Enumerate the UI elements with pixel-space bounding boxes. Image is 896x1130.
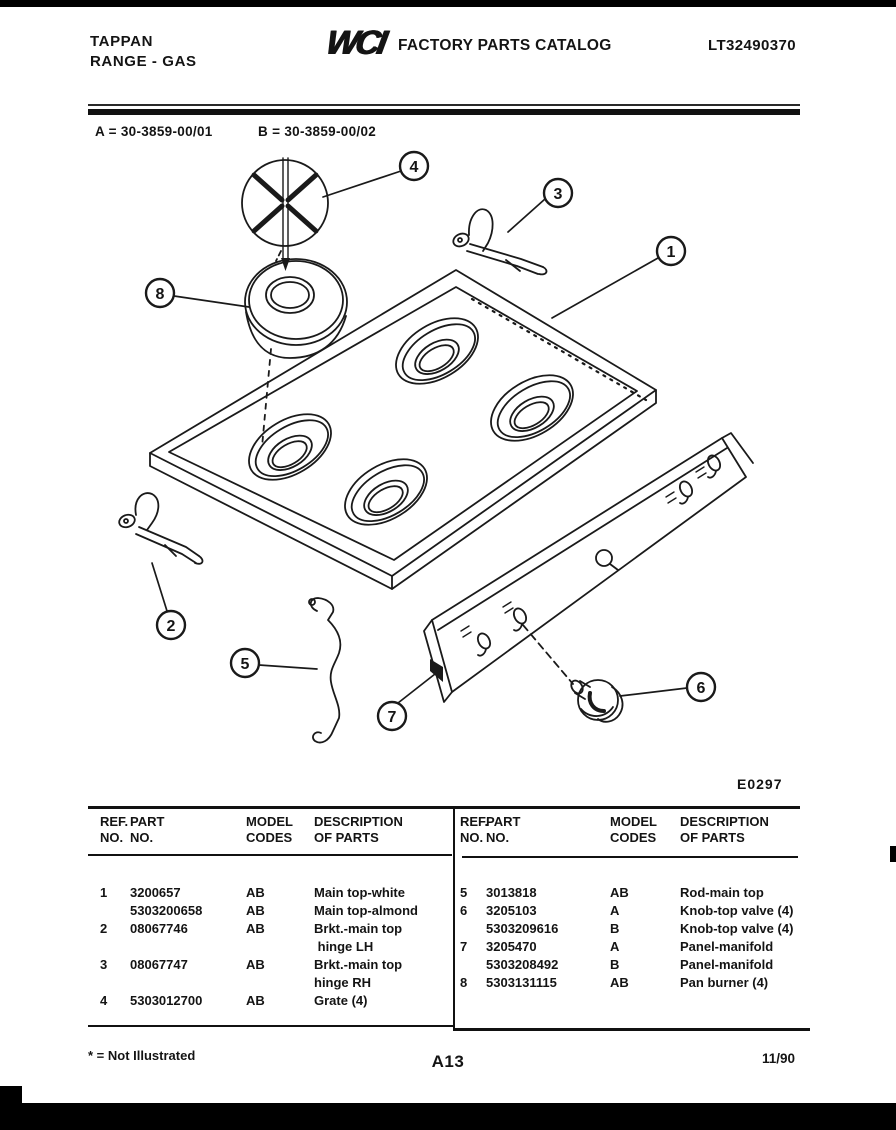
cell-part xyxy=(130,974,246,992)
callout-4 xyxy=(400,152,428,180)
rod-part xyxy=(309,598,340,743)
burner-pan-part xyxy=(245,259,347,358)
table-row xyxy=(100,920,452,938)
table-body-right xyxy=(460,884,810,992)
cell-ref: 3 xyxy=(100,957,108,972)
cell-desc: Knob-top valve (4) xyxy=(680,921,794,936)
cell-desc: Main top-almond xyxy=(314,903,418,918)
cell-ref xyxy=(460,956,486,974)
parts-table-left xyxy=(100,814,452,1010)
callout-5 xyxy=(231,649,259,677)
burner-opening xyxy=(480,362,585,455)
table-row xyxy=(460,920,810,938)
product-line: RANGE - GAS xyxy=(90,53,197,70)
callout-2 xyxy=(157,611,185,639)
cell-desc: hinge LH xyxy=(314,939,374,954)
cell-model: AB xyxy=(246,993,265,1008)
callout-3 xyxy=(544,179,572,207)
cell-model: AB xyxy=(610,885,629,900)
scan-artifact-bottom-bar xyxy=(0,1103,896,1130)
cell-desc: Grate (4) xyxy=(314,993,368,1008)
cell-model xyxy=(246,974,314,992)
cell-part: 5303200658 xyxy=(130,903,203,918)
table-rule-bottom-right xyxy=(454,1028,810,1031)
cell-model: A xyxy=(610,903,620,918)
cell-ref xyxy=(100,938,130,956)
table-row xyxy=(460,956,810,974)
scan-artifact-blob xyxy=(0,1086,22,1104)
cell-ref xyxy=(100,902,130,920)
table-row xyxy=(100,974,452,992)
parts-table-right xyxy=(460,814,810,992)
cell-part: 5303209616 xyxy=(486,921,559,936)
cell-model: AB xyxy=(246,957,265,972)
cell-part: 5303208492 xyxy=(486,957,559,972)
table-row xyxy=(460,938,810,956)
not-illustrated-note: * = Not Illustrated xyxy=(88,1048,196,1063)
table-row xyxy=(100,956,452,974)
callouts xyxy=(146,152,715,730)
cell-part: 08067746 xyxy=(130,921,188,936)
cell-part: 08067747 xyxy=(130,957,188,972)
table-row xyxy=(100,902,452,920)
knob-part xyxy=(569,678,623,721)
table-row xyxy=(100,992,452,1010)
cell-desc: Main top-white xyxy=(314,885,405,900)
cell-ref xyxy=(460,920,486,938)
svg-text:1: 1 xyxy=(666,244,676,261)
cell-ref: 6 xyxy=(460,903,468,918)
cell-model: AB xyxy=(246,885,265,900)
scan-artifact-edge-mark xyxy=(890,846,896,862)
table-rule-top xyxy=(88,806,800,809)
cell-desc: Knob-top valve (4) xyxy=(680,903,794,918)
col-desc: DESCRIPTION OF PARTS xyxy=(680,814,769,845)
cell-ref: 2 xyxy=(100,921,108,936)
cell-part: 3200657 xyxy=(130,885,181,900)
cell-ref xyxy=(100,974,130,992)
wci-logo: WCI xyxy=(322,24,387,62)
cell-model: B xyxy=(610,957,620,972)
svg-text:4: 4 xyxy=(409,159,419,176)
table-row xyxy=(460,902,810,920)
manifold-panel-part xyxy=(424,433,753,702)
table-body-left xyxy=(100,884,452,1010)
col-part: PART NO. xyxy=(130,814,165,845)
cell-ref: 1 xyxy=(100,885,108,900)
hinge-bracket-rh-part xyxy=(451,209,546,274)
page-number: A13 xyxy=(431,1052,465,1071)
hinge-bracket-lh-part xyxy=(117,493,202,564)
callout-7 xyxy=(378,702,406,730)
publication-number: LT32490370 xyxy=(708,37,796,54)
brand-name: TAPPAN xyxy=(90,33,154,50)
cell-model xyxy=(246,938,314,956)
grate-part xyxy=(242,158,328,271)
cell-model: AB xyxy=(246,903,265,918)
cell-ref: 7 xyxy=(460,939,468,954)
cell-desc: Brkt.-main top xyxy=(314,957,403,972)
col-ref: REF. NO. xyxy=(460,814,489,845)
cell-desc: Panel-manifold xyxy=(680,957,774,972)
svg-text:6: 6 xyxy=(696,680,706,697)
callout-8 xyxy=(146,279,174,307)
cell-model: AB xyxy=(246,921,265,936)
table-row xyxy=(460,884,810,902)
cell-desc: Rod-main top xyxy=(680,885,764,900)
table-row xyxy=(100,938,452,956)
table-header xyxy=(100,814,452,846)
col-model: MODEL CODES xyxy=(610,814,657,845)
cell-part: 3013818 xyxy=(486,885,537,900)
table-header xyxy=(460,814,810,846)
svg-text:3: 3 xyxy=(553,186,563,203)
cell-part: 5303012700 xyxy=(130,993,203,1008)
col-model: MODEL CODES xyxy=(246,814,293,845)
table-row xyxy=(460,974,810,992)
svg-text:7: 7 xyxy=(387,709,397,726)
cell-part: 3205470 xyxy=(486,939,537,954)
table-rule-bottom-left xyxy=(88,1025,454,1027)
col-part: PART NO. xyxy=(486,814,521,845)
col-ref: REF. NO. xyxy=(100,814,129,845)
catalog-title: FACTORY PARTS CATALOG xyxy=(398,37,612,54)
cell-ref: 5 xyxy=(460,885,468,900)
cell-ref: 8 xyxy=(460,975,468,990)
svg-text:5: 5 xyxy=(240,656,250,673)
cell-ref: 4 xyxy=(100,993,108,1008)
svg-text:8: 8 xyxy=(155,286,165,303)
diagram-code: E0297 xyxy=(737,776,783,792)
cell-desc: Brkt.-main top xyxy=(314,921,403,936)
cell-model: A xyxy=(610,939,620,954)
burner-opening xyxy=(238,401,343,494)
callout-1 xyxy=(657,237,685,265)
cell-desc: Panel-manifold xyxy=(680,939,774,954)
cell-model: AB xyxy=(610,975,629,990)
col-desc: DESCRIPTION OF PARTS xyxy=(314,814,403,845)
burner-opening xyxy=(334,446,439,539)
cell-model: B xyxy=(610,921,620,936)
cell-part: 3205103 xyxy=(486,903,537,918)
model-number-b: B = 30-3859-00/02 xyxy=(258,124,377,139)
cell-part xyxy=(130,938,246,956)
model-number-a: A = 30-3859-00/01 xyxy=(95,124,213,139)
svg-text:2: 2 xyxy=(166,618,176,635)
cell-desc: hinge RH xyxy=(314,975,372,990)
cell-desc: Pan burner (4) xyxy=(680,975,769,990)
table-row xyxy=(100,884,452,902)
cell-part: 5303131115 xyxy=(486,975,557,990)
publication-date: 11/90 xyxy=(762,1051,796,1066)
callout-6 xyxy=(687,673,715,701)
table-divider xyxy=(453,806,455,1031)
